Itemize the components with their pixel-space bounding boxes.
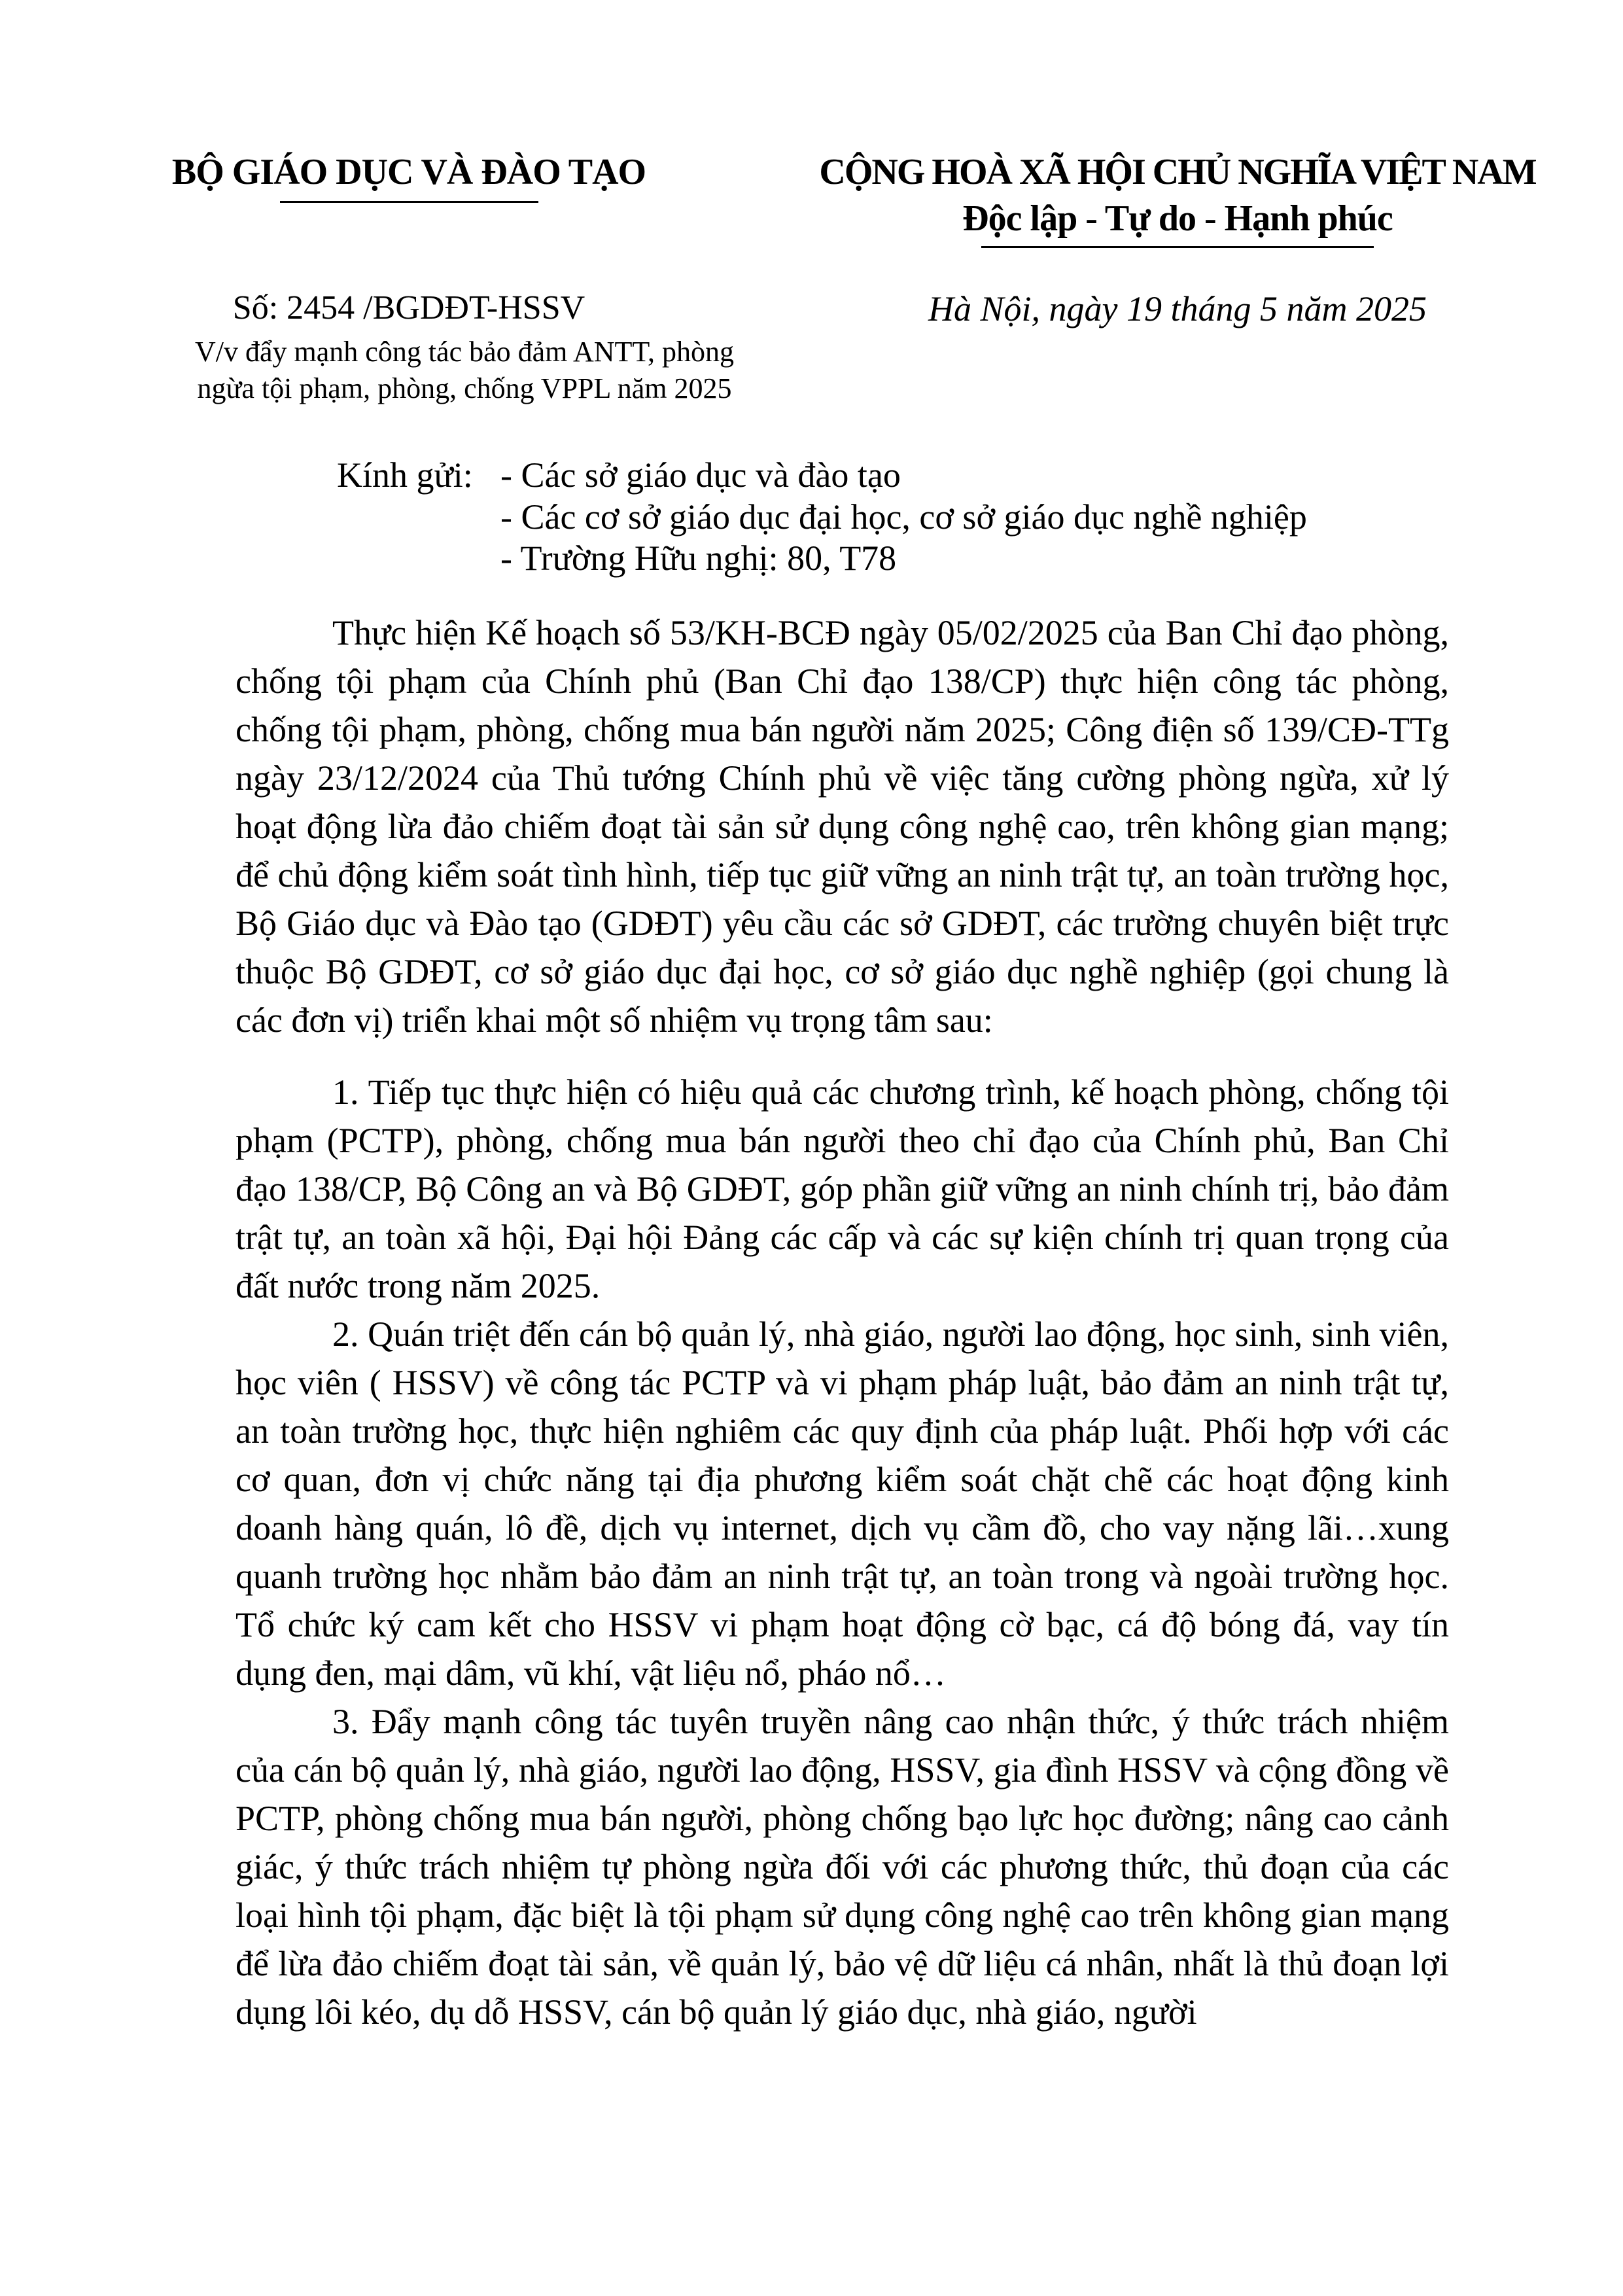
task-item-2: 2. Quán triệt đến cán bộ quản lý, nhà giáo, người lao động, học sinh, sinh viên, học viên ( HSSV) về công tác PCTP và vi phạm pháp luật, bảo đảm an ninh trật tự, an toàn trường học, thực hiện nghiêm các quy định của pháp luật. Phối hợp với các cơ quan, đơn vị chức năng tại địa phương kiểm soát chặt chẽ các hoạt động kinh doanh hàng quán, lô đề, dịch vụ internet, dịch vụ cầm đồ, cho vay nặng lãi…xung quanh trường học nhằm bảo đảm an ninh trật tự, an toàn trong và ngoài trường học. Tổ chức ký cam kết cho HSSV vi phạm hoạt động cờ bạc, cá độ bóng đá, vay tín dụng đen, mại dâm, vũ khí, vật liệu nổ, pháo nổ…	[236, 1315, 1449, 1693]
place-and-date: Hà Nội, ngày 19 tháng 5 năm 2025	[928, 289, 1427, 328]
recipient-item: - Các cơ sở giáo dục đại học, cơ sở giáo dục nghề nghiệp	[500, 497, 1307, 537]
recipient-row	[337, 497, 1307, 539]
national-motto: Độc lập - Tự do - Hạnh phúc	[962, 198, 1393, 239]
task-item-3: 3. Đẩy mạnh công tác tuyên truyền nâng cao nhận thức, ý thức trách nhiệm của cán bộ quản lý, nhà giáo, người lao động, HSSV, gia đình HSSV và cộng đồng về PCTP, phòng chống mua bán người, phòng chống bạo lực học đường; nâng cao cảnh giác, ý thức trách nhiệm tự phòng ngừa đối với các phương thức, thủ đoạn của các loại hình tội phạm, đặc biệt là tội phạm sử dụng công nghệ cao trên không gian mạng để lừa đảo chiếm đoạt tài sản, về quản lý, bảo vệ dữ liệu cá nhân, nhất là thủ đoạn lợi dụng lôi kéo, dụ dỗ HSSV, cán bộ quản lý giáo dục, nhà giáo, người	[236, 1702, 1449, 2032]
recipient-item: - Các sở giáo dục và đào tạo	[500, 455, 901, 495]
recipient-item: - Trường Hữu nghị: 80, T78	[500, 539, 897, 578]
intro-paragraph: Thực hiện Kế hoạch số 53/KH-BCĐ ngày 05/02/2025 của Ban Chỉ đạo phòng, chống tội phạm của Chính phủ (Ban Chỉ đạo 138/CP) thực hiện công tác phòng, chống tội phạm, phòng, chống mua bán người năm 2025; Công điện số 139/CĐ-TTg ngày 23/12/2024 của Thủ tướng Chính phủ về việc tăng cường phòng ngừa, xử lý hoạt động lừa đảo chiếm đoạt tài sản sử dụng công nghệ cao, trên không gian mạng; để chủ động kiểm soát tình hình, tiếp tục giữ vững an ninh trật tự, an toàn trường học, Bộ Giáo dục và Đào tạo (GDĐT) yêu cầu các sở GDĐT, các trường chuyên biệt trực thuộc Bộ GDĐT, cơ sở giáo dục đại học, cơ sở giáo dục nghề nghiệp (gọi chung là các đơn vị) triển khai một số nhiệm vụ trọng tâm sau:	[236, 613, 1449, 1040]
document-subject	[150, 334, 778, 407]
recipients-label: Kính gửi:	[337, 455, 473, 495]
recipient-row	[337, 455, 1307, 497]
document-body	[236, 609, 1449, 2036]
ministry-underline	[280, 201, 538, 203]
recipient-row	[337, 538, 1307, 580]
motto-underline	[981, 246, 1374, 248]
ministry-name: BỘ GIÁO DỤC VÀ ĐÀO TẠO	[171, 152, 646, 192]
country-name: CỘNG HOÀ XÃ HỘI CHỦ NGHĨA VIỆT NAM	[819, 152, 1536, 192]
document-number: Số: 2454 /BGDĐT-HSSV	[232, 289, 585, 327]
subject-line: V/v đẩy mạnh công tác bảo đảm ANTT, phòng	[195, 336, 734, 368]
subject-line: ngừa tội phạm, phòng, chống VPPL năm 2025	[197, 372, 732, 404]
issuer-block	[150, 150, 667, 203]
task-item-1: 1. Tiếp tục thực hiện có hiệu quả các chương trình, kế hoạch phòng, chống tội phạm (PCTP), phòng, chống mua bán người theo chỉ đạo của Chính phủ, Ban Chỉ đạo 138/CP, Bộ Công an và Bộ GDĐT, góp phần giữ vững an ninh chính trị, bảo đảm trật tự, an toàn xã hội, Đại hội Đảng các cấp và các sự kiện chính trị quan trọng của đất nước trong năm 2025.	[236, 1072, 1449, 1305]
national-header	[805, 150, 1550, 248]
recipients-block	[337, 455, 1307, 580]
